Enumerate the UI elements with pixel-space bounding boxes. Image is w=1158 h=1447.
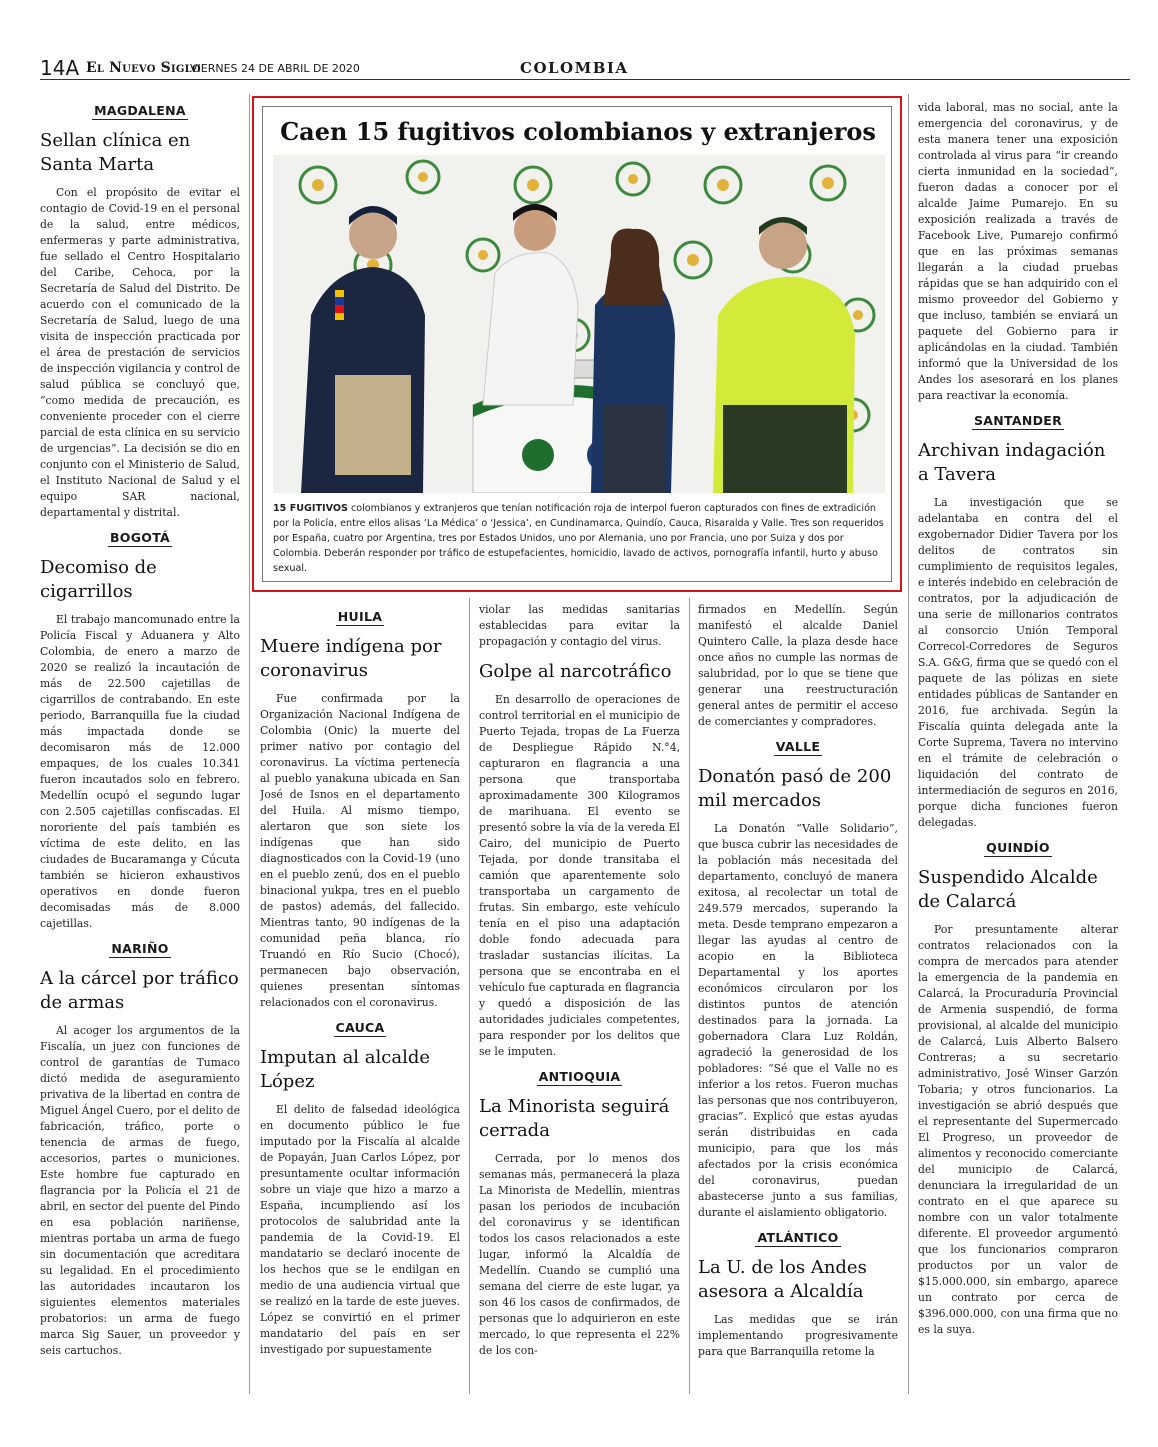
feature-frame [262, 106, 892, 582]
article-headline: Decomiso de cigarrillos [40, 557, 157, 602]
column-rule [249, 94, 250, 1394]
column-1 [40, 94, 240, 1394]
article-body: En desarrollo de operaciones de control territorial en el municipio de Puerto Tejada, tropas de La Fuerza de Despliegue Rápido N.°4, capturaron en flagrancia a una persona que transportaba aproximadamente 300 Kilogramos de marihuana. El evento se presentó sobre la vía de la vereda El Cairo, del municipio de Puerto Tejada, por donde transitaba el camión que aparentemente solo transportaba un cargamento de frutas. Sin embargo, este vehículo tenía en el piso una adaptación doble fondo adecuada para trasladar sustancias ilícitas. La persona que se encontraba en el vehículo fue capturada en flagrancia y quedó a disposición de las autoridades judiciales competentes, para responder por los delitos que se le imputen. [479, 693, 680, 1058]
article-body: Por presuntamente alterar contratos relacionados con la compra de mercados para atender la emergencia de la pandemia en Calarcá, la Procuraduría Provincial de Armenia suspendió, de forma provisional, al alcalde del municipio de Calarcá, Luis Alberto Balsero Contreras; a su secretario administrativo, José Winser Garzón Tobaria; y otros funcionarios. La investigación se abrió después que el representante del Supermercado El Progreso, un proveedor de alimentos y reconocido comerciante del municipio de Calarcá, denunciara la irregularidad de un contrato en el que aparece su nombre con un valor totalmente diferente. El proveedor argumentó que los funcionarios compraron productos por un valor de $15.000.000, sin embargo, aparece un contrato por cerca de $396.000.000, con una firma que no es la suya. [918, 923, 1118, 1336]
article-headline: Golpe al narcotráfico [479, 661, 672, 682]
column-2 [260, 600, 460, 1400]
article-headline: Donatón pasó de 200 mil mercados [698, 766, 892, 811]
article-body: Al acoger los argumentos de la Fiscalía, un juez con funciones de control de garantías de Tumaco dictó medida de aseguramiento privativa de la libertad en contra de Miguel Ángel Cuero, por el delito de fabricación, tráfico, porte o tenencia de armas de fuego, accesorios, partes o municiones. Este hombre fue capturado en flagrancia por la Policía el 21 de abril, en sector del puente del Pindo en esa población nariñense, mientras portaba un arma de fuego sin documentación que acreditara su legalidad. En el procedimiento las autoridades incautaron los siguientes elementos materiales probatorios: un arma de fuego marca Sig Sauer, un proveedor y seis cartuchos. [40, 1024, 240, 1357]
column-5 [918, 94, 1118, 1394]
column-rule [469, 598, 470, 1394]
article-headline: A la cárcel por tráfico de armas [40, 968, 239, 1013]
article-headline: La Minorista seguirá cerrada [479, 1096, 670, 1141]
article-continuation: vida laboral, mas no social, ante la emergencia del coronavirus, y de esta manera tener una exposición controlada al virus para “ir creando cierta inmunidad en la sociedad”, fueron dadas a conocer por el alcalde Jaime Pumarejo. En su exposición realizada a través de Facebook Live, Pumarejo confirmó que en las próximas semanas llegarán a la ciudad pruebas rápidas que se han adquirido con el mismo proveedor del Gobierno y que incluso, también se enviará un paquete del Gobierno para ir aplicándolas en la ciudad. También informó que la Universidad de los Andes los asesorará en los planes para reactivar la economía. [918, 101, 1118, 402]
article-headline: Muere indígena por coronavirus [260, 636, 442, 681]
article-body: La investigación que se adelantaba en contra del el exgobernador Didier Tavera por los delitos de contratos sin cumplimiento de requisitos legales, e interés indebido en celebración de contratos, por la adjudicación de una serie de millonarios contratos al consorcio Unión Temporal Correcol-Corredores de Seguros S.A. G&G, firma que se quedó con el paquete de las pólizas en siete entidades públicas de Santander en 2016, fue archivada. Según la Fiscalía quinta delegada ante la Corte Suprema, Tavera no intervino en el trámite de celebración o liquidación del contrato de intermediación de seguros en 2016, porque dicha funciones fueron delegadas. [918, 496, 1118, 829]
photo-caption [273, 501, 885, 576]
article-headline: Imputan al alcalde López [260, 1047, 431, 1092]
article-headline: Suspendido Alcalde de Calarcá [918, 867, 1098, 912]
section-tag: CAUCA [335, 1020, 385, 1035]
article-body: El trabajo mancomunado entre la Policía Fiscal y Aduanera y Alto Colombia, de enero a marzo de 2020 se realizó la incautación de más de 22.500 cajetillas de cigarrillos de contrabando. En este periodo, Barranquilla fue la ciudad más impactada donde se decomisaron más de 12.000 empaques, de los cuales 10.341 fueron incautados solo en febrero. Medellín ocupó el segundo lugar con 2.505 cajetillas confiscadas. El nororiente del país también es víctima de este delito, en las ciudades de Bucaramanga y Cúcuta también se hicieron exhaustivos operativos en donde fueron decomisadas más de 8.000 cajetillas. [40, 613, 240, 930]
article-headline: La U. de los Andes asesora a Alcaldía [698, 1257, 867, 1302]
article-continuation: firmados en Medellín. Según manifestó el alcalde Daniel Quintero Calle, la plaza desde hace once años no cumple las normas de salubridad, por lo que se tiene que generar una reestructuración general antes de permitir el acceso de comerciantes y compradores. [698, 603, 898, 728]
caption-lead: 15 FUGITIVOS [273, 503, 348, 514]
column-3 [479, 600, 680, 1400]
caption-text: colombianos y extranjeros que tenían notificación roja de interpol fueron capturados con fines de extradición por la Policía, entre ellos alisas ‘La Médica’ o ‘Jessica’, en Cundinamarca, Quindío, Cauca, Risaralda y Valle. Tres son requeridos por España, cuatro por Argentina, tres por Estados Unidos, uno por Alemania, uno por Francia, uno por Suiza y dos por Colombia. Deberán responder por tráfico de estupefacientes, homicidio, lavado de activos, pornografía infantil, hurto y abuso sexual. [273, 503, 884, 574]
article-body: Cerrada, por lo menos dos semanas más, permanecerá la plaza La Minorista de Medellín, mientras pasan los periodos de incubación del coronavirus y se identifican todos los casos relacionados a este lugar, informó la Alcaldía de Medellín. Cuando se cumplió una semana del cierre de este lugar, ya son 46 los casos de confirmados, de personas que lo adquirieron en este mercado, lo que representa el 22% de los con- [479, 1152, 680, 1357]
feature-box [252, 96, 902, 592]
issue-date: VIERNES 24 DE ABRIL DE 2020 [190, 62, 360, 75]
masthead [40, 56, 1130, 80]
article-continuation: violar las medidas sanitarias establecidas para evitar la propagación y contagio del virus. [479, 603, 680, 648]
section-tag: MAGDALENA [94, 103, 186, 118]
section-tag: QUINDÍO [986, 840, 1050, 855]
section-tag: NARIÑO [111, 941, 169, 956]
article-headline: Archivan indagación a Tavera [918, 440, 1106, 485]
section-tag: ATLÁNTICO [757, 1230, 839, 1245]
article-body: Las medidas que se irán implementando progresivamente para que Barranquilla retome la [698, 1313, 898, 1358]
column-rule [908, 94, 909, 1394]
section-tag: BOGOTÁ [109, 530, 171, 545]
section-tag: VALLE [775, 739, 821, 754]
section-tag: SANTANDER [973, 413, 1063, 428]
article-body: La Donatón “Valle Solidario”, que busca cubrir las necesidades de la población más necesitada del departamento, concluyó de manera exitosa, al recolectar un total de 249.579 mercados, superando la meta. Desde temprano empezaron a llegar las ayudas al centro de acopio en la Biblioteca Departamental y los aportes económicos circularon por los distintos puntos de atención destinados para la jornada. La gobernadora Clara Luz Roldán, agradeció la generosidad de los pobladores: “Sé que el Valle no es inferior a los retos. Fueron muchas las personas que nos contribuyeron, gracias”. Explicó que estas ayudas serán distribuidas en cada municipio, para que los más afectados por la crisis económica del coronavirus, puedan abastecerse junto a sus familias, durante el aislamiento obligatorio. [698, 822, 898, 1219]
feature-title: Caen 15 fugitivos colombianos y extranjeros [280, 117, 876, 146]
paper-name: El Nuevo Siglo [86, 60, 201, 76]
column-rule [689, 598, 690, 1394]
article-body: Con el propósito de evitar el contagio de Covid-19 en el personal de la salud, entre médicos, enfermeras y parte administrativa, fue sellado el Centro Hospitalario del Caribe, Cehoca, por la Secretaría de Salud del Distrito. De acuerdo con el comunicado de la Secretaría de Salud, luego de una visita de inspección practicada por el área de prestación de servicios de inspección vigilancia y control de salud pública se concluyó que, “como medida de precaución, es conveniente proceder con el cierre parcial de esta clínica en su servicio de urgencias”. La decisión se dio en conjunto con el Ministerio de Salud, el Instituto Nacional de Salud y el equipo SAR nacional, departamental y distrital. [40, 186, 240, 519]
feature-photo [273, 155, 885, 493]
section-name: COLOMBIA [520, 59, 629, 77]
section-tag: HUILA [337, 609, 383, 624]
article-headline: Sellan clínica en Santa Marta [40, 130, 191, 175]
article-body: Fue confirmada por la Organización Nacional Indígena de Colombia (Onic) la muerte del primer nativo por contagio del coronavirus. La víctima pertenecía al pueblo yanakuna ubicada en San José de Isnos en el departamento del Huila. Al mismo tiempo, alertaron que son siete los indígenas que han sido diagnosticados con la Covid-19 (uno en el pueblo zenú, dos en el pueblo binacional yukpa, tres en el pueblo de pastos) además, del fallecido. Mientras tanto, 90 indígenas de la comunidad peña blanca, río Truandó en Río Sucio (Chocó), permanecen bajo observación, quienes presentan síntomas relacionados con el coronavirus. [260, 692, 460, 1009]
article-body: El delito de falsedad ideológica en documento público le fue imputado por la Fiscalía al alcalde de Popayán, Juan Carlos López, por presuntamente ocultar información sobre un viaje que hizo a marzo a España, incumpliendo así los protocolos de salubridad ante la pandemia de la Covid-19. El mandatario se declaró inocente de los hechos que se le endilgan en medio de una audiencia virtual que se realizó en la tarde de este jueves. López se convirtió en el primer mandatario del país en ser investigado por supuestamente [260, 1103, 460, 1356]
section-tag: ANTIOQUIA [538, 1069, 621, 1084]
column-4 [698, 600, 898, 1400]
page-number: 14A [40, 56, 80, 80]
police-press-photo [273, 155, 885, 493]
